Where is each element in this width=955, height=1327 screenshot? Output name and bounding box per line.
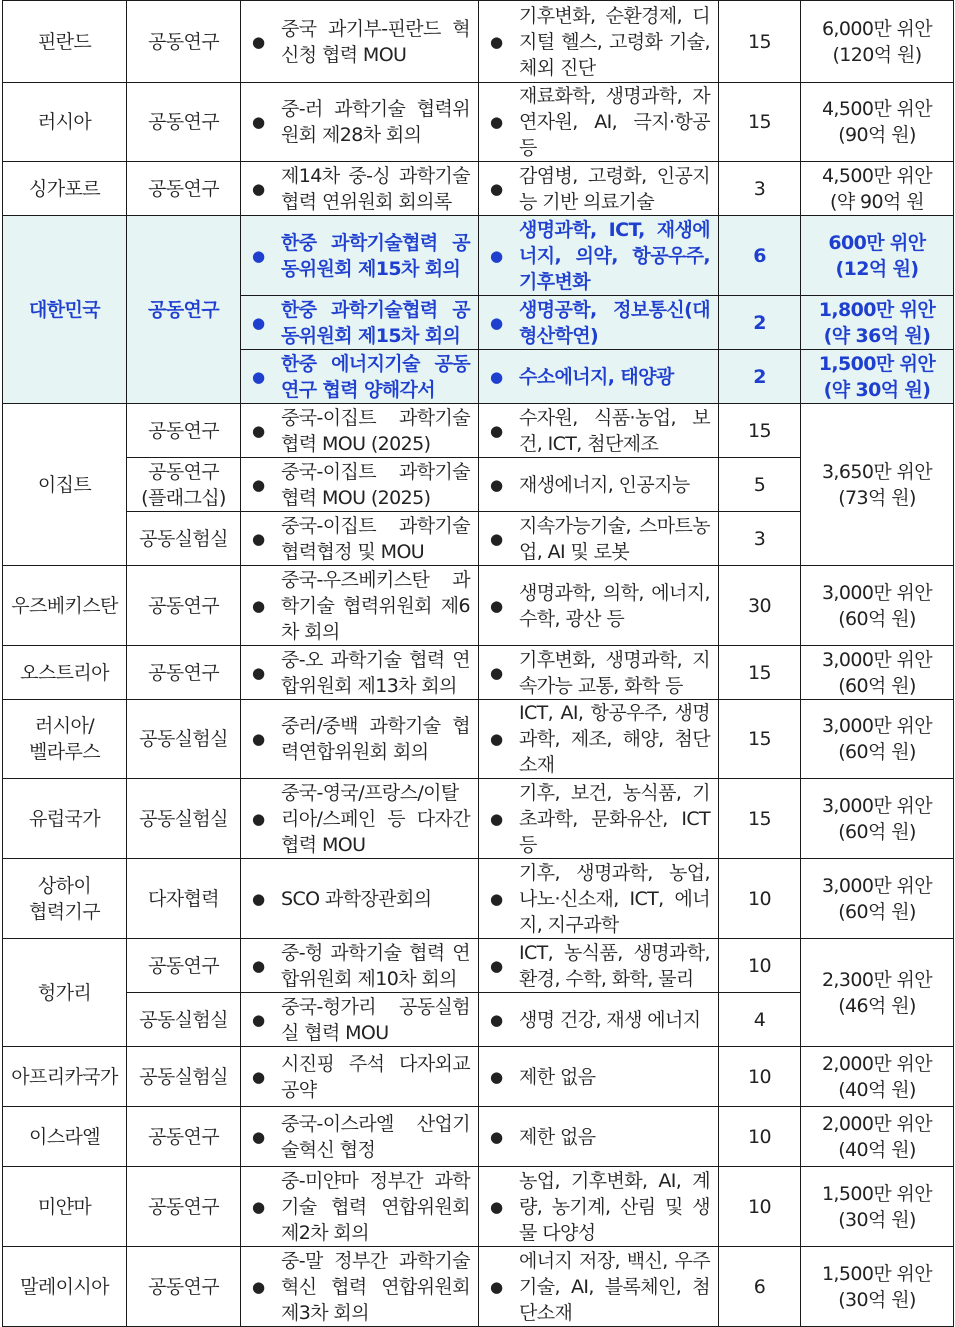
type-cell: 공동연구 bbox=[127, 162, 241, 216]
table-row bbox=[3, 1167, 954, 1247]
field-cell: ● 제한 없음 bbox=[479, 1107, 719, 1167]
country-cell: 싱가포르 bbox=[3, 162, 127, 216]
amount-cell: 6,000만 위안 (120억 원) bbox=[801, 1, 954, 83]
basis-cell: ● 중-헝 과학기술 협력 연합위원회 제10차 회의 bbox=[241, 939, 479, 993]
bullet-dot-icon: ● bbox=[252, 1197, 265, 1216]
basis-cell: ● 중-오 과학기술 협력 연합위원회 제13차 회의 bbox=[241, 646, 479, 700]
type-cell: 공동연구 bbox=[127, 939, 241, 993]
count-cell: 10 bbox=[719, 1107, 801, 1167]
field-cell: ● 생명과학, 의학, 에너지, 수학, 광산 등 bbox=[479, 566, 719, 646]
amount-cell: 3,000만 위안 (60억 원) bbox=[801, 646, 954, 700]
bullet-dot-icon: ● bbox=[490, 809, 503, 828]
bullet-dot-icon: ● bbox=[490, 475, 503, 494]
count-cell: 15 bbox=[719, 700, 801, 779]
amount-cell: 1,800만 위안 (약 36억 원) bbox=[801, 296, 954, 350]
count-cell: 4 bbox=[719, 993, 801, 1047]
country-cell: 우즈베키스탄 bbox=[3, 566, 127, 646]
count-cell: 3 bbox=[719, 512, 801, 566]
bullet-dot-icon: ● bbox=[490, 32, 503, 51]
bullet-dot-icon: ● bbox=[490, 596, 503, 615]
basis-cell: ● 한중 과학기술협력 공동위원회 제15차 회의 bbox=[241, 296, 479, 350]
field-cell: ● 감염병, 고령화, 인공지능 기반 의료기술 bbox=[479, 162, 719, 216]
field-cell: ● 생명공학, 정보통신(대형산학연) bbox=[479, 296, 719, 350]
type-cell: 공동실험실 bbox=[127, 512, 241, 566]
amount-cell: 1,500만 위안 (30억 원) bbox=[801, 1247, 954, 1327]
bullet-dot-icon: ● bbox=[252, 1127, 265, 1146]
bullet-dot-icon: ● bbox=[490, 246, 503, 265]
bullet-dot-icon: ● bbox=[252, 421, 265, 440]
amount-cell: 4,500만 위안 (90억 원) bbox=[801, 83, 954, 162]
basis-cell: ● 중국-헝가리 공동실험실 협력 MOU bbox=[241, 993, 479, 1047]
count-cell: 15 bbox=[719, 1, 801, 83]
amount-cell: 2,000만 위안 (40억 원) bbox=[801, 1047, 954, 1107]
bullet-dot-icon: ● bbox=[252, 596, 265, 615]
amount-cell: 2,300만 위안 (46억 원) bbox=[801, 939, 954, 1047]
type-cell: 공동실험실 bbox=[127, 993, 241, 1047]
table-row bbox=[3, 1047, 954, 1107]
basis-cell: ● 시진핑 주석 다자외교 공약 bbox=[241, 1047, 479, 1107]
count-cell: 10 bbox=[719, 939, 801, 993]
type-cell: 공동연구 bbox=[127, 1107, 241, 1167]
country-cell: 미얀마 bbox=[3, 1167, 127, 1247]
country-cell: 대한민국 bbox=[3, 216, 127, 404]
count-cell: 6 bbox=[719, 1247, 801, 1327]
count-cell: 30 bbox=[719, 566, 801, 646]
field-cell: ● 기후변화, 생명과학, 지속가능 교통, 화학 등 bbox=[479, 646, 719, 700]
basis-cell: ● 중국 과기부-핀란드 혁신청 협력 MOU bbox=[241, 1, 479, 83]
type-cell: 공동실험실 bbox=[127, 700, 241, 779]
bullet-dot-icon: ● bbox=[252, 367, 265, 386]
basis-cell: ● 중국-영국/프랑스/이탈리아/스페인 등 다자간 협력 MOU bbox=[241, 779, 479, 859]
basis-cell: ● 중-러 과학기술 협력위원회 제28차 회의 bbox=[241, 83, 479, 162]
bullet-dot-icon: ● bbox=[490, 1277, 503, 1296]
count-cell: 2 bbox=[719, 350, 801, 404]
basis-cell: ● 중-미얀마 정부간 과학기술 협력 연합위원회 제2차 회의 bbox=[241, 1167, 479, 1247]
bullet-dot-icon: ● bbox=[490, 421, 503, 440]
country-cell: 말레이시아 bbox=[3, 1247, 127, 1327]
bullet-dot-icon: ● bbox=[490, 313, 503, 332]
table-row bbox=[3, 859, 954, 939]
type-cell: 공동연구 (플래그십) bbox=[127, 458, 241, 512]
amount-cell: 3,000만 위안 (60억 원) bbox=[801, 700, 954, 779]
bullet-dot-icon: ● bbox=[490, 1067, 503, 1086]
bullet-dot-icon: ● bbox=[252, 32, 265, 51]
bullet-dot-icon: ● bbox=[490, 1010, 503, 1029]
bullet-dot-icon: ● bbox=[490, 1197, 503, 1216]
type-cell: 공동연구 bbox=[127, 404, 241, 458]
basis-cell: ● 중-말 정부간 과학기술혁신 협력 연합위원회 제3차 회의 bbox=[241, 1247, 479, 1327]
bullet-dot-icon: ● bbox=[490, 730, 503, 748]
type-cell: 공동연구 bbox=[127, 216, 241, 404]
field-cell: ● ICT, AI, 항공우주, 생명과학, 제조, 해양, 첨단소재 bbox=[479, 700, 719, 779]
country-cell: 러시아 bbox=[3, 83, 127, 162]
count-cell: 2 bbox=[719, 296, 801, 350]
basis-cell: ● 중국-우즈베키스탄 과학기술 협력위원회 제6차 회의 bbox=[241, 566, 479, 646]
basis-cell: ● 중국-이스라엘 산업기술혁신 협정 bbox=[241, 1107, 479, 1167]
bullet-dot-icon: ● bbox=[252, 529, 265, 548]
bullet-dot-icon: ● bbox=[252, 956, 265, 975]
amount-cell: 3,000만 위안 (60억 원) bbox=[801, 566, 954, 646]
table-row bbox=[3, 1107, 954, 1167]
bullet-dot-icon: ● bbox=[252, 1067, 265, 1086]
bullet-dot-icon: ● bbox=[252, 663, 265, 682]
amount-cell: 3,000만 위안 (60억 원) bbox=[801, 859, 954, 939]
amount-cell: 2,000만 위안 (40억 원) bbox=[801, 1107, 954, 1167]
bullet-dot-icon: ● bbox=[252, 475, 265, 494]
amount-cell: 1,500만 위안 (약 30억 원) bbox=[801, 350, 954, 404]
type-cell: 공동연구 bbox=[127, 566, 241, 646]
field-cell: ● 기후변화, 순환경제, 디지털 헬스, 고령화 기술, 체외 진단 bbox=[479, 1, 719, 83]
field-cell: ● 기후, 생명과학, 농업, 나노·신소재, ICT, 에너지, 지구과학 bbox=[479, 859, 719, 939]
bullet-dot-icon: ● bbox=[490, 113, 503, 131]
type-cell: 다자협력 bbox=[127, 859, 241, 939]
country-cell: 상하이 협력기구 bbox=[3, 859, 127, 939]
bullet-dot-icon: ● bbox=[252, 1277, 265, 1296]
table-row bbox=[3, 566, 954, 646]
amount-cell: 4,500만 위안 (약 90억 원 bbox=[801, 162, 954, 216]
bullet-dot-icon: ● bbox=[252, 889, 265, 908]
basis-cell: ● 한중 과학기술협력 공동위원회 제15차 회의 bbox=[241, 216, 479, 296]
field-cell: ● 농업, 기후변화, AI, 계량, 농기계, 산림 및 생물 다양성 bbox=[479, 1167, 719, 1247]
type-cell: 공동연구 bbox=[127, 1167, 241, 1247]
table-row bbox=[3, 1247, 954, 1327]
basis-cell: ● 제14차 중-싱 과학기술협력 연위원회 회의록 bbox=[241, 162, 479, 216]
bullet-dot-icon: ● bbox=[490, 956, 503, 975]
bullet-dot-icon: ● bbox=[490, 367, 503, 386]
country-cell: 핀란드 bbox=[3, 1, 127, 83]
count-cell: 15 bbox=[719, 646, 801, 700]
table-row-highlight bbox=[3, 216, 954, 296]
basis-cell: ● 중국-이집트 과학기술협력협정 및 MOU bbox=[241, 512, 479, 566]
amount-cell: 3,000만 위안 (60억 원) bbox=[801, 779, 954, 859]
bullet-dot-icon: ● bbox=[252, 1010, 265, 1029]
basis-cell: ● 한중 에너지기술 공동연구 협력 양해각서 bbox=[241, 350, 479, 404]
basis-cell: ● 중러/중백 과학기술 협력연합위원회 회의 bbox=[241, 700, 479, 779]
country-cell: 아프리카국가 bbox=[3, 1047, 127, 1107]
bullet-dot-icon: ● bbox=[252, 246, 265, 265]
field-cell: ● 에너지 저장, 백신, 우주기술, AI, 블록체인, 첨단소재 bbox=[479, 1247, 719, 1327]
bullet-dot-icon: ● bbox=[252, 313, 265, 332]
basis-cell: ● SCO 과학장관회의 bbox=[241, 859, 479, 939]
field-cell: ● 생명 건강, 재생 에너지 bbox=[479, 993, 719, 1047]
field-cell: ● 제한 없음 bbox=[479, 1047, 719, 1107]
field-cell: ● ICT, 농식품, 생명과학, 환경, 수학, 화학, 물리 bbox=[479, 939, 719, 993]
field-cell: ● 수소에너지, 태양광 bbox=[479, 350, 719, 404]
count-cell: 15 bbox=[719, 779, 801, 859]
bullet-dot-icon: ● bbox=[490, 179, 503, 198]
field-cell: ● 재료화학, 생명과학, 자연자원, AI, 극지·항공 등 bbox=[479, 83, 719, 162]
amount-cell: 1,500만 위안 (30억 원) bbox=[801, 1167, 954, 1247]
count-cell: 10 bbox=[719, 1047, 801, 1107]
type-cell: 공동연구 bbox=[127, 1247, 241, 1327]
table-row bbox=[3, 700, 954, 779]
type-cell: 공동실험실 bbox=[127, 1047, 241, 1107]
count-cell: 10 bbox=[719, 859, 801, 939]
table-row bbox=[3, 779, 954, 859]
bullet-dot-icon: ● bbox=[252, 179, 265, 198]
table-row bbox=[3, 162, 954, 216]
country-cell: 러시아/ 벨라루스 bbox=[3, 700, 127, 779]
field-cell: ● 기후, 보건, 농식품, 기초과학, 문화유산, ICT 등 bbox=[479, 779, 719, 859]
table-row bbox=[3, 939, 954, 993]
country-cell: 이스라엘 bbox=[3, 1107, 127, 1167]
table-row bbox=[3, 1, 954, 83]
amount-cell: 600만 위안 (12억 원) bbox=[801, 216, 954, 296]
count-cell: 15 bbox=[719, 404, 801, 458]
field-cell: ● 수자원, 식품·농업, 보건, ICT, 첨단제조 bbox=[479, 404, 719, 458]
country-cell: 헝가리 bbox=[3, 939, 127, 1047]
count-cell: 5 bbox=[719, 458, 801, 512]
bullet-dot-icon: ● bbox=[490, 1127, 503, 1146]
country-cell: 오스트리아 bbox=[3, 646, 127, 700]
country-cell: 유럽국가 bbox=[3, 779, 127, 859]
amount-cell: 3,650만 위안 (73억 원) bbox=[801, 404, 954, 566]
type-cell: 공동연구 bbox=[127, 646, 241, 700]
cooperation-table bbox=[2, 0, 954, 1327]
type-cell: 공동연구 bbox=[127, 1, 241, 83]
table-row bbox=[3, 404, 954, 458]
bullet-dot-icon: ● bbox=[252, 113, 265, 131]
count-cell: 15 bbox=[719, 83, 801, 162]
country-cell: 이집트 bbox=[3, 404, 127, 566]
count-cell: 10 bbox=[719, 1167, 801, 1247]
type-cell: 공동실험실 bbox=[127, 779, 241, 859]
basis-cell: ● 중국-이집트 과학기술협력 MOU (2025) bbox=[241, 458, 479, 512]
field-cell: ● 재생에너지, 인공지능 bbox=[479, 458, 719, 512]
count-cell: 6 bbox=[719, 216, 801, 296]
count-cell: 3 bbox=[719, 162, 801, 216]
bullet-dot-icon: ● bbox=[252, 730, 265, 748]
basis-cell: ● 중국-이집트 과학기술협력 MOU (2025) bbox=[241, 404, 479, 458]
bullet-dot-icon: ● bbox=[252, 809, 265, 828]
table-row bbox=[3, 83, 954, 162]
bullet-dot-icon: ● bbox=[490, 529, 503, 548]
field-cell: ● 생명과학, ICT, 재생에너지, 의약, 항공우주, 기후변화 bbox=[479, 216, 719, 296]
table-row bbox=[3, 646, 954, 700]
bullet-dot-icon: ● bbox=[490, 889, 503, 908]
type-cell: 공동연구 bbox=[127, 83, 241, 162]
field-cell: ● 지속가능기술, 스마트농업, AI 및 로봇 bbox=[479, 512, 719, 566]
bullet-dot-icon: ● bbox=[490, 663, 503, 682]
